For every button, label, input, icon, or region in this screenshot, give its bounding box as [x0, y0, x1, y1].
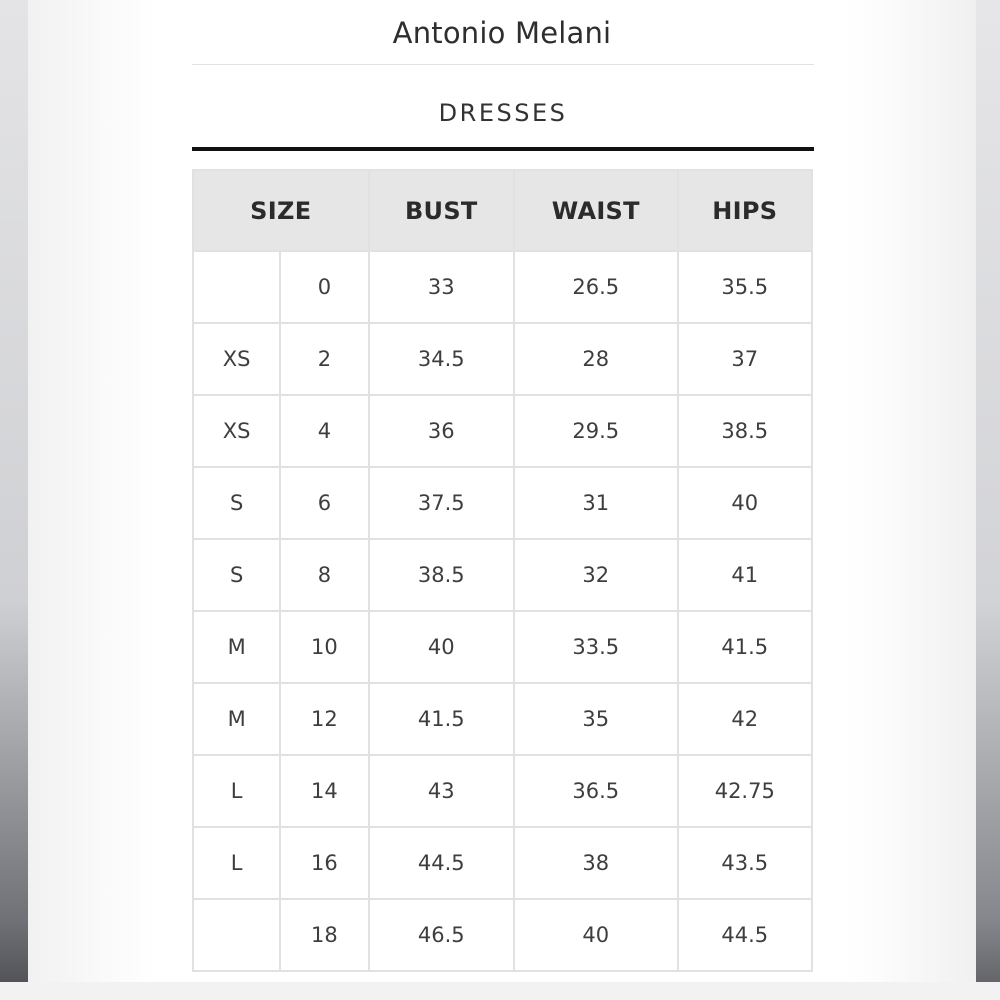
size-number-cell: 14 [280, 755, 368, 827]
waist-cell: 31 [514, 467, 678, 539]
bust-column-header: BUST [369, 170, 514, 251]
size-number-cell: 8 [280, 539, 368, 611]
hips-cell: 42 [678, 683, 812, 755]
size-letter-cell: M [193, 611, 280, 683]
table-row [193, 251, 812, 323]
size-letter-cell [193, 251, 280, 323]
photo-border-bottom [0, 982, 1000, 1000]
table-row [193, 899, 812, 971]
waist-cell: 29.5 [514, 395, 678, 467]
size-letter-cell: L [193, 755, 280, 827]
photo-border-left [0, 0, 28, 1000]
bust-cell: 46.5 [369, 899, 514, 971]
waist-cell: 32 [514, 539, 678, 611]
size-number-cell: 0 [280, 251, 368, 323]
hips-cell: 41 [678, 539, 812, 611]
category-divider [192, 147, 814, 151]
size-chart-table [192, 169, 813, 972]
size-number-cell: 6 [280, 467, 368, 539]
photo-border-right [976, 0, 1000, 1000]
size-column-header: SIZE [193, 170, 369, 251]
waist-cell: 40 [514, 899, 678, 971]
table-header-row [193, 170, 812, 251]
hips-cell: 37 [678, 323, 812, 395]
category-heading: DRESSES [438, 99, 568, 127]
waist-cell: 33.5 [514, 611, 678, 683]
size-letter-cell: S [193, 467, 280, 539]
bust-cell: 38.5 [369, 539, 514, 611]
hips-cell: 42.75 [678, 755, 812, 827]
bust-cell: 41.5 [369, 683, 514, 755]
panel-shade-left [28, 0, 158, 982]
waist-cell: 28 [514, 323, 678, 395]
waist-cell: 38 [514, 827, 678, 899]
brand-title: Antonio Melani [392, 16, 612, 50]
size-letter-cell: S [193, 539, 280, 611]
size-letter-cell: XS [193, 395, 280, 467]
panel-shade-right [846, 0, 976, 982]
size-number-cell: 2 [280, 323, 368, 395]
size-number-cell: 12 [280, 683, 368, 755]
size-number-cell: 16 [280, 827, 368, 899]
size-letter-cell: M [193, 683, 280, 755]
table-row [193, 395, 812, 467]
brand-divider [192, 64, 814, 65]
size-letter-cell: XS [193, 323, 280, 395]
table-row [193, 611, 812, 683]
table-row [193, 683, 812, 755]
hips-cell: 38.5 [678, 395, 812, 467]
table-row [193, 467, 812, 539]
waist-cell: 26.5 [514, 251, 678, 323]
bust-cell: 37.5 [369, 467, 514, 539]
size-number-cell: 10 [280, 611, 368, 683]
waist-cell: 36.5 [514, 755, 678, 827]
size-number-cell: 4 [280, 395, 368, 467]
bust-cell: 40 [369, 611, 514, 683]
hips-cell: 44.5 [678, 899, 812, 971]
bust-cell: 34.5 [369, 323, 514, 395]
waist-cell: 35 [514, 683, 678, 755]
table-row [193, 755, 812, 827]
hips-cell: 43.5 [678, 827, 812, 899]
hips-cell: 35.5 [678, 251, 812, 323]
hips-column-header: HIPS [678, 170, 812, 251]
size-number-cell: 18 [280, 899, 368, 971]
hips-cell: 40 [678, 467, 812, 539]
table-row [193, 539, 812, 611]
size-letter-cell [193, 899, 280, 971]
bust-cell: 44.5 [369, 827, 514, 899]
size-chart-panel [28, 0, 976, 982]
bust-cell: 33 [369, 251, 514, 323]
hips-cell: 41.5 [678, 611, 812, 683]
waist-column-header: WAIST [514, 170, 678, 251]
bust-cell: 36 [369, 395, 514, 467]
table-row [193, 827, 812, 899]
table-row [193, 323, 812, 395]
size-letter-cell: L [193, 827, 280, 899]
bust-cell: 43 [369, 755, 514, 827]
